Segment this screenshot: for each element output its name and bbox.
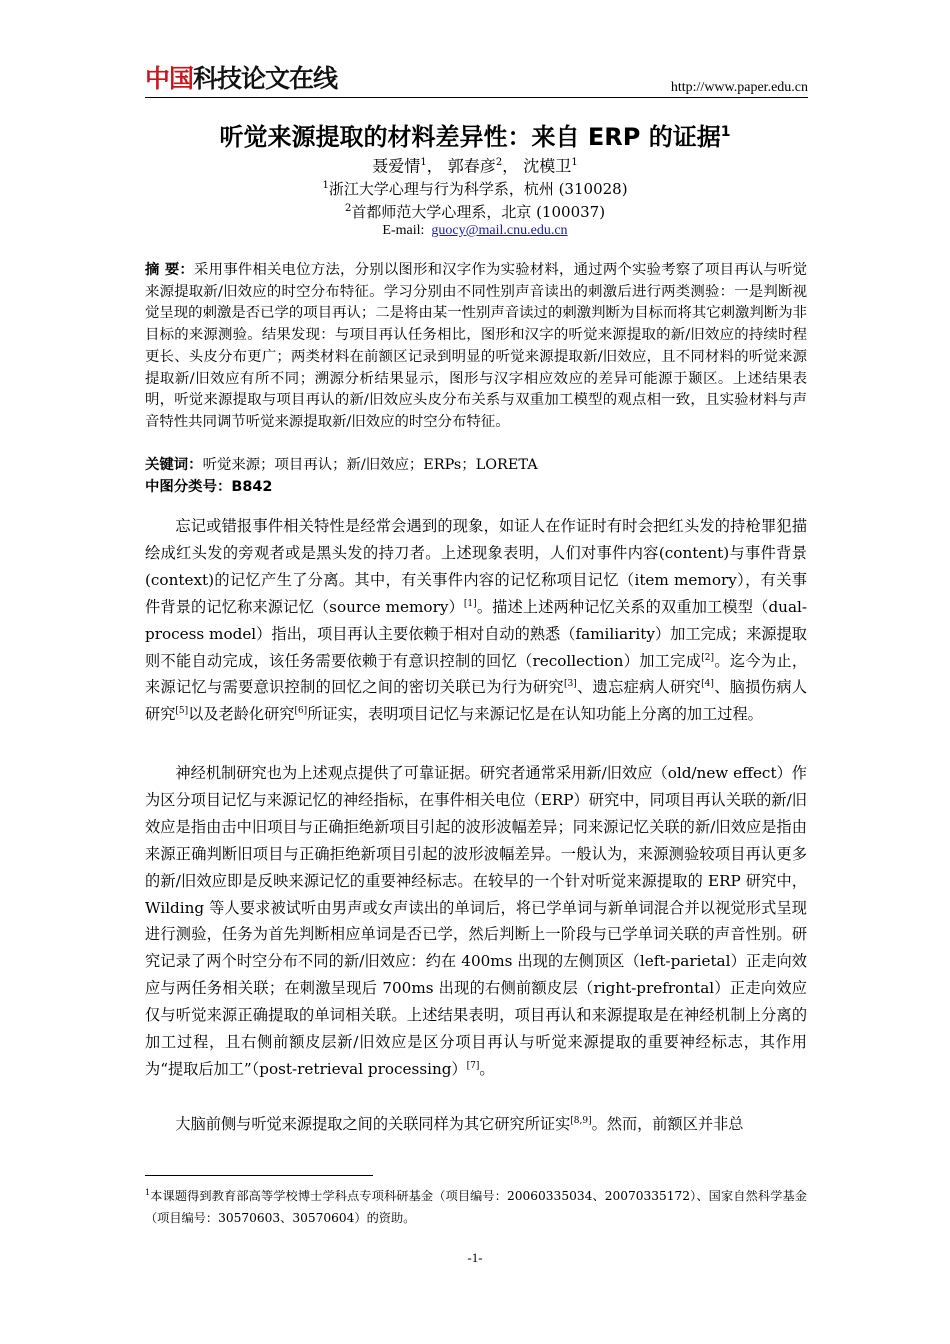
citation[interactable]: [8,9] (570, 1115, 592, 1126)
affiliation-text: 浙江大学心理与行为科学系，杭州 (310028) (328, 180, 628, 198)
citation[interactable]: [5] (175, 706, 189, 717)
citation[interactable]: [4] (701, 679, 714, 690)
paragraph-text: 。 (479, 1059, 495, 1078)
affiliation-text: 首都师范大学心理系，北京 (100037) (351, 203, 606, 221)
author-affil-mark: 1 (571, 157, 578, 168)
title-footnote-mark: 1 (720, 124, 731, 140)
paper-title (0, 116, 950, 153)
paragraph-text: 。然而，前额区并非总 (591, 1115, 744, 1133)
citation[interactable]: [3] (563, 679, 577, 690)
footnote-divider (145, 1175, 373, 1176)
header-url[interactable]: http://www.paper.edu.cn (670, 80, 808, 95)
paragraph-text: 以及老龄化研究 (188, 705, 295, 724)
citation[interactable]: [6] (294, 706, 308, 717)
paragraph-text: 神经机制研究也为上述观点提供了可靠证据。研究者通常采用新/旧效应（old/new effect）作为区分项目记忆与来源记忆的神经指标，在事件相关电位（ERP）研究中，同项目再认关联的新/旧效应是指由击中旧项目与正确拒绝新项目引起的波形波幅差异；同来源记忆关联的新/旧效应是指由来源正确判断旧项目与正确拒绝新项目引起的波形波幅差异。一般认为，来源测验较项目再认更多的新/旧效应即是反映来源记忆的重要神经标志。在较早的一个针对听觉来源提取的 ERP 研究中，Wilding 等人要求被试听由男声或女声读出的单词后，将已学单词与新单词混合并以视觉形式呈现进行测验，任务为首先判断相应单词是否已学，然后判断上一阶段与已学单词关联的声音性别。研究记录了两个时空分布不同的新/旧效应：约在 400ms 出现的左侧顶区（left-parietal）正走向效应与两任务相关联；在刺激呈现后 700ms 出现的右侧前额皮层（right-prefrontal）正走向效应仅与听觉来源正确提取的单词相关联。上述结果表明，项目再认和来源提取是在神经机制上分离的加工过程，且右侧前额皮层新/旧效应是区分项目再认与听觉来源提取的重要神经标志，其作用为“提取后加工”（post-retrieval processing） (145, 764, 807, 1078)
site-logo (145, 64, 337, 94)
author-separator: ， (426, 156, 443, 176)
author-name: 郭春彦 (447, 156, 496, 176)
paragraph-text: 。描述上述两种记忆关系的双重加工模型（dual-process model）指出，项目再认主要依赖于相对自动的熟悉（familiarity）加工完成；来源提取则不能自动完成，该任务需要依赖于有意识控制的回忆（recollection）加工完成 (145, 597, 807, 670)
contact-email (0, 222, 950, 240)
paragraph-text: 所证实，表明项目记忆与来源记忆是在认知功能上分离的加工过程。 (307, 705, 763, 724)
keywords (145, 455, 538, 475)
body-paragraph (145, 513, 807, 728)
author-affil-mark: 1 (420, 157, 427, 168)
paragraph-text: 、遗忘症病人研究 (576, 678, 702, 697)
body-paragraph (145, 760, 807, 1083)
author-separator: ， (502, 156, 519, 176)
affiliation-mark: 2 (344, 203, 352, 214)
header-divider (145, 97, 808, 98)
affiliation-mark: 1 (322, 180, 329, 191)
author-list (0, 152, 950, 177)
affiliation (0, 176, 950, 199)
paragraph-text: 。迄今为止，来源记忆与需要意识控制的回忆之间的密切关联已为行为研究 (145, 651, 808, 697)
footnote-text: 本课题得到教育部高等学校博士学科点专项科研基金（项目编号：20060335034、20070335172）、国家自然科学基金（项目编号：30570603、30570604）的资助。 (145, 1189, 807, 1226)
paragraph-text: 、脑损伤病人研究 (145, 678, 808, 724)
logo-red-text: 中国 (145, 64, 194, 93)
keywords-label: 关键词： (145, 457, 203, 473)
paragraph-text: 大脑前侧与听觉来源提取之间的关联同样为其它研究所证实 (175, 1115, 571, 1133)
citation[interactable]: [7] (466, 1060, 480, 1071)
body-paragraph (145, 1111, 807, 1138)
keywords-text: 听觉来源；项目再认；新/旧效应；ERPs；LORETA (202, 457, 538, 473)
classification-label: 中图分类号： (145, 479, 232, 495)
title-text: 听觉来源提取的材料差异性：来自 ERP 的证据 (219, 123, 721, 151)
footnote (145, 1182, 807, 1229)
citation[interactable]: [1] (463, 598, 477, 609)
abstract-text: 采用事件相关电位方法，分别以图形和汉字作为实验材料，通过两个实验考察了项目再认与听觉来源提取新/旧效应的时空分布特征。学习分别由不同性别声音读出的刺激后进行两类测验：一是判断视觉呈现的刺激是否已学的项目再认；二是将由某一性别声音读过的刺激判断为目标而将其它刺激判断为非目标的来源测验。结果发现：与项目再认任务相比，图形和汉字的听觉来源提取的新/旧效应的持续时程更长、头皮分布更广；两类材料在前额区记录到明显的听觉来源提取新/旧效应，且不同材料的听觉来源提取新/旧效应有所不同；溯源分析结果显示，图形与汉字相应效应的差异可能源于颞区。上述结果表明，听觉来源提取与项目再认的新/旧效应头皮分布关系与双重加工模型的观点相一致，且实验材料与声音特性共同调节听觉来源提取新/旧效应的时空分布特征。 (145, 262, 807, 430)
author-name: 聂爱情 (372, 156, 421, 176)
footnote-mark: 1 (145, 1188, 151, 1197)
author-affil-mark: 2 (495, 157, 503, 168)
email-link[interactable]: guocy@mail.cnu.edu.cn (431, 223, 568, 238)
abstract (145, 260, 807, 434)
classification-number (145, 477, 272, 497)
affiliation (0, 199, 950, 222)
citation[interactable]: [2] (701, 652, 715, 663)
email-label: E-mail: (382, 223, 425, 238)
classification-code: B842 (231, 479, 273, 495)
logo-black-text: 科技论文在线 (193, 64, 338, 93)
author-name: 沈模卫 (523, 156, 572, 176)
paragraph-text: 忘记或错报事件相关特性是经常会遇到的现象，如证人在作证时有时会把红头发的持枪罪犯描绘成红头发的旁观者或是黑头发的持刀者。上述现象表明，人们对事件内容(content)与事件背景(context)的记忆产生了分离。其中，有关事件内容的记忆称项目记忆（item memory），有关事件背景的记忆称来源记忆（source memory） (145, 517, 807, 616)
page-number: -1- (467, 1250, 483, 1265)
abstract-label: 摘 要： (145, 262, 195, 278)
